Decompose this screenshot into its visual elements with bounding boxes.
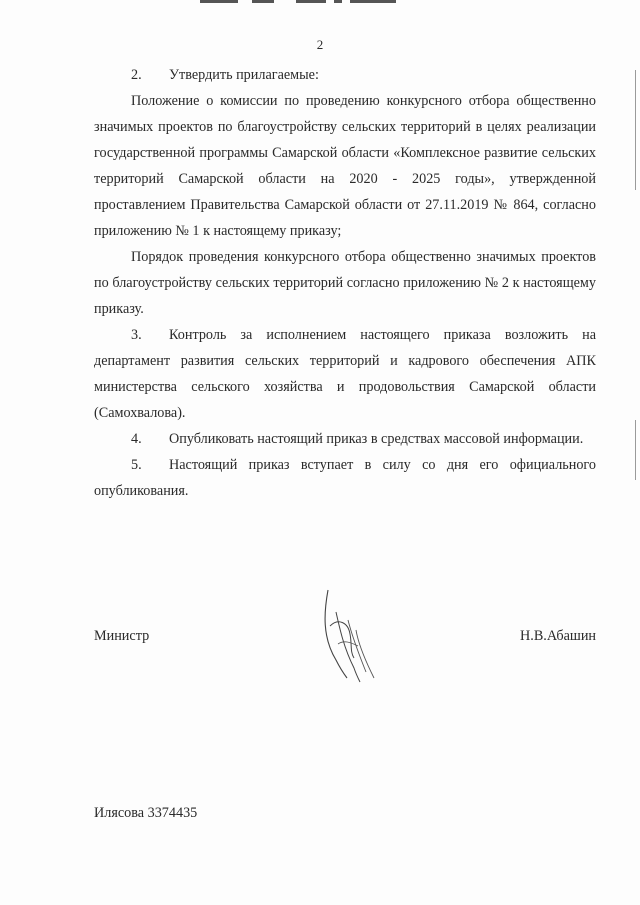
paragraph-item-2 — [94, 62, 596, 88]
item-number: 2. — [131, 67, 142, 83]
page-number: 2 — [316, 37, 324, 52]
paragraph-annex-1: Положение о комиссии по проведению конкурсного отбора общественно значимых проектов по благоустройству сельских территорий в целях реализации государственной программы Самарской области «Комплексное развитие сельских территорий Самарской области на 2020 - 2025 годы», утвержденной проставлением Правительства Самарской области от 27.11.2019 № 864, согласно приложению № 1 к настоящему приказу; — [94, 93, 596, 239]
paragraph-item-4 — [94, 426, 596, 452]
paragraph-item-5 — [94, 452, 596, 504]
signatory-title: Министр — [94, 628, 150, 644]
executor-contact: Илясова 3374435 — [94, 805, 198, 821]
signature-block — [94, 600, 596, 710]
item-text: Утвердить прилагаемые: — [169, 67, 319, 83]
scan-edge-mark — [635, 420, 636, 480]
item-text: Настоящий приказ вступает в силу со дня его официального опубликования. — [94, 457, 596, 499]
item-text: Опубликовать настоящий приказ в средствах массовой информации. — [169, 431, 584, 447]
paragraph-item-3 — [94, 322, 596, 426]
item-number: 4. — [131, 431, 142, 447]
document-body — [94, 62, 596, 504]
signatory-name: Н.В.Абашин — [520, 628, 596, 644]
scan-edge-mark — [635, 70, 636, 190]
item-text: Контроль за исполнением настоящего приказа возложить на департамент развития сельских территорий и кадрового обеспечения АПК министерства сельского хозяйства и продовольствия Самарской области (Самохвалова). — [94, 327, 596, 421]
paragraph-annex-2: Порядок проведения конкурсного отбора общественно значимых проектов по благоустройству сельских территорий согласно приложению № 2 к настоящему приказу. — [94, 249, 596, 317]
handwritten-signature — [314, 582, 384, 692]
item-number: 5. — [131, 457, 142, 473]
scan-artifact-top — [200, 0, 400, 4]
item-number: 3. — [131, 327, 142, 343]
